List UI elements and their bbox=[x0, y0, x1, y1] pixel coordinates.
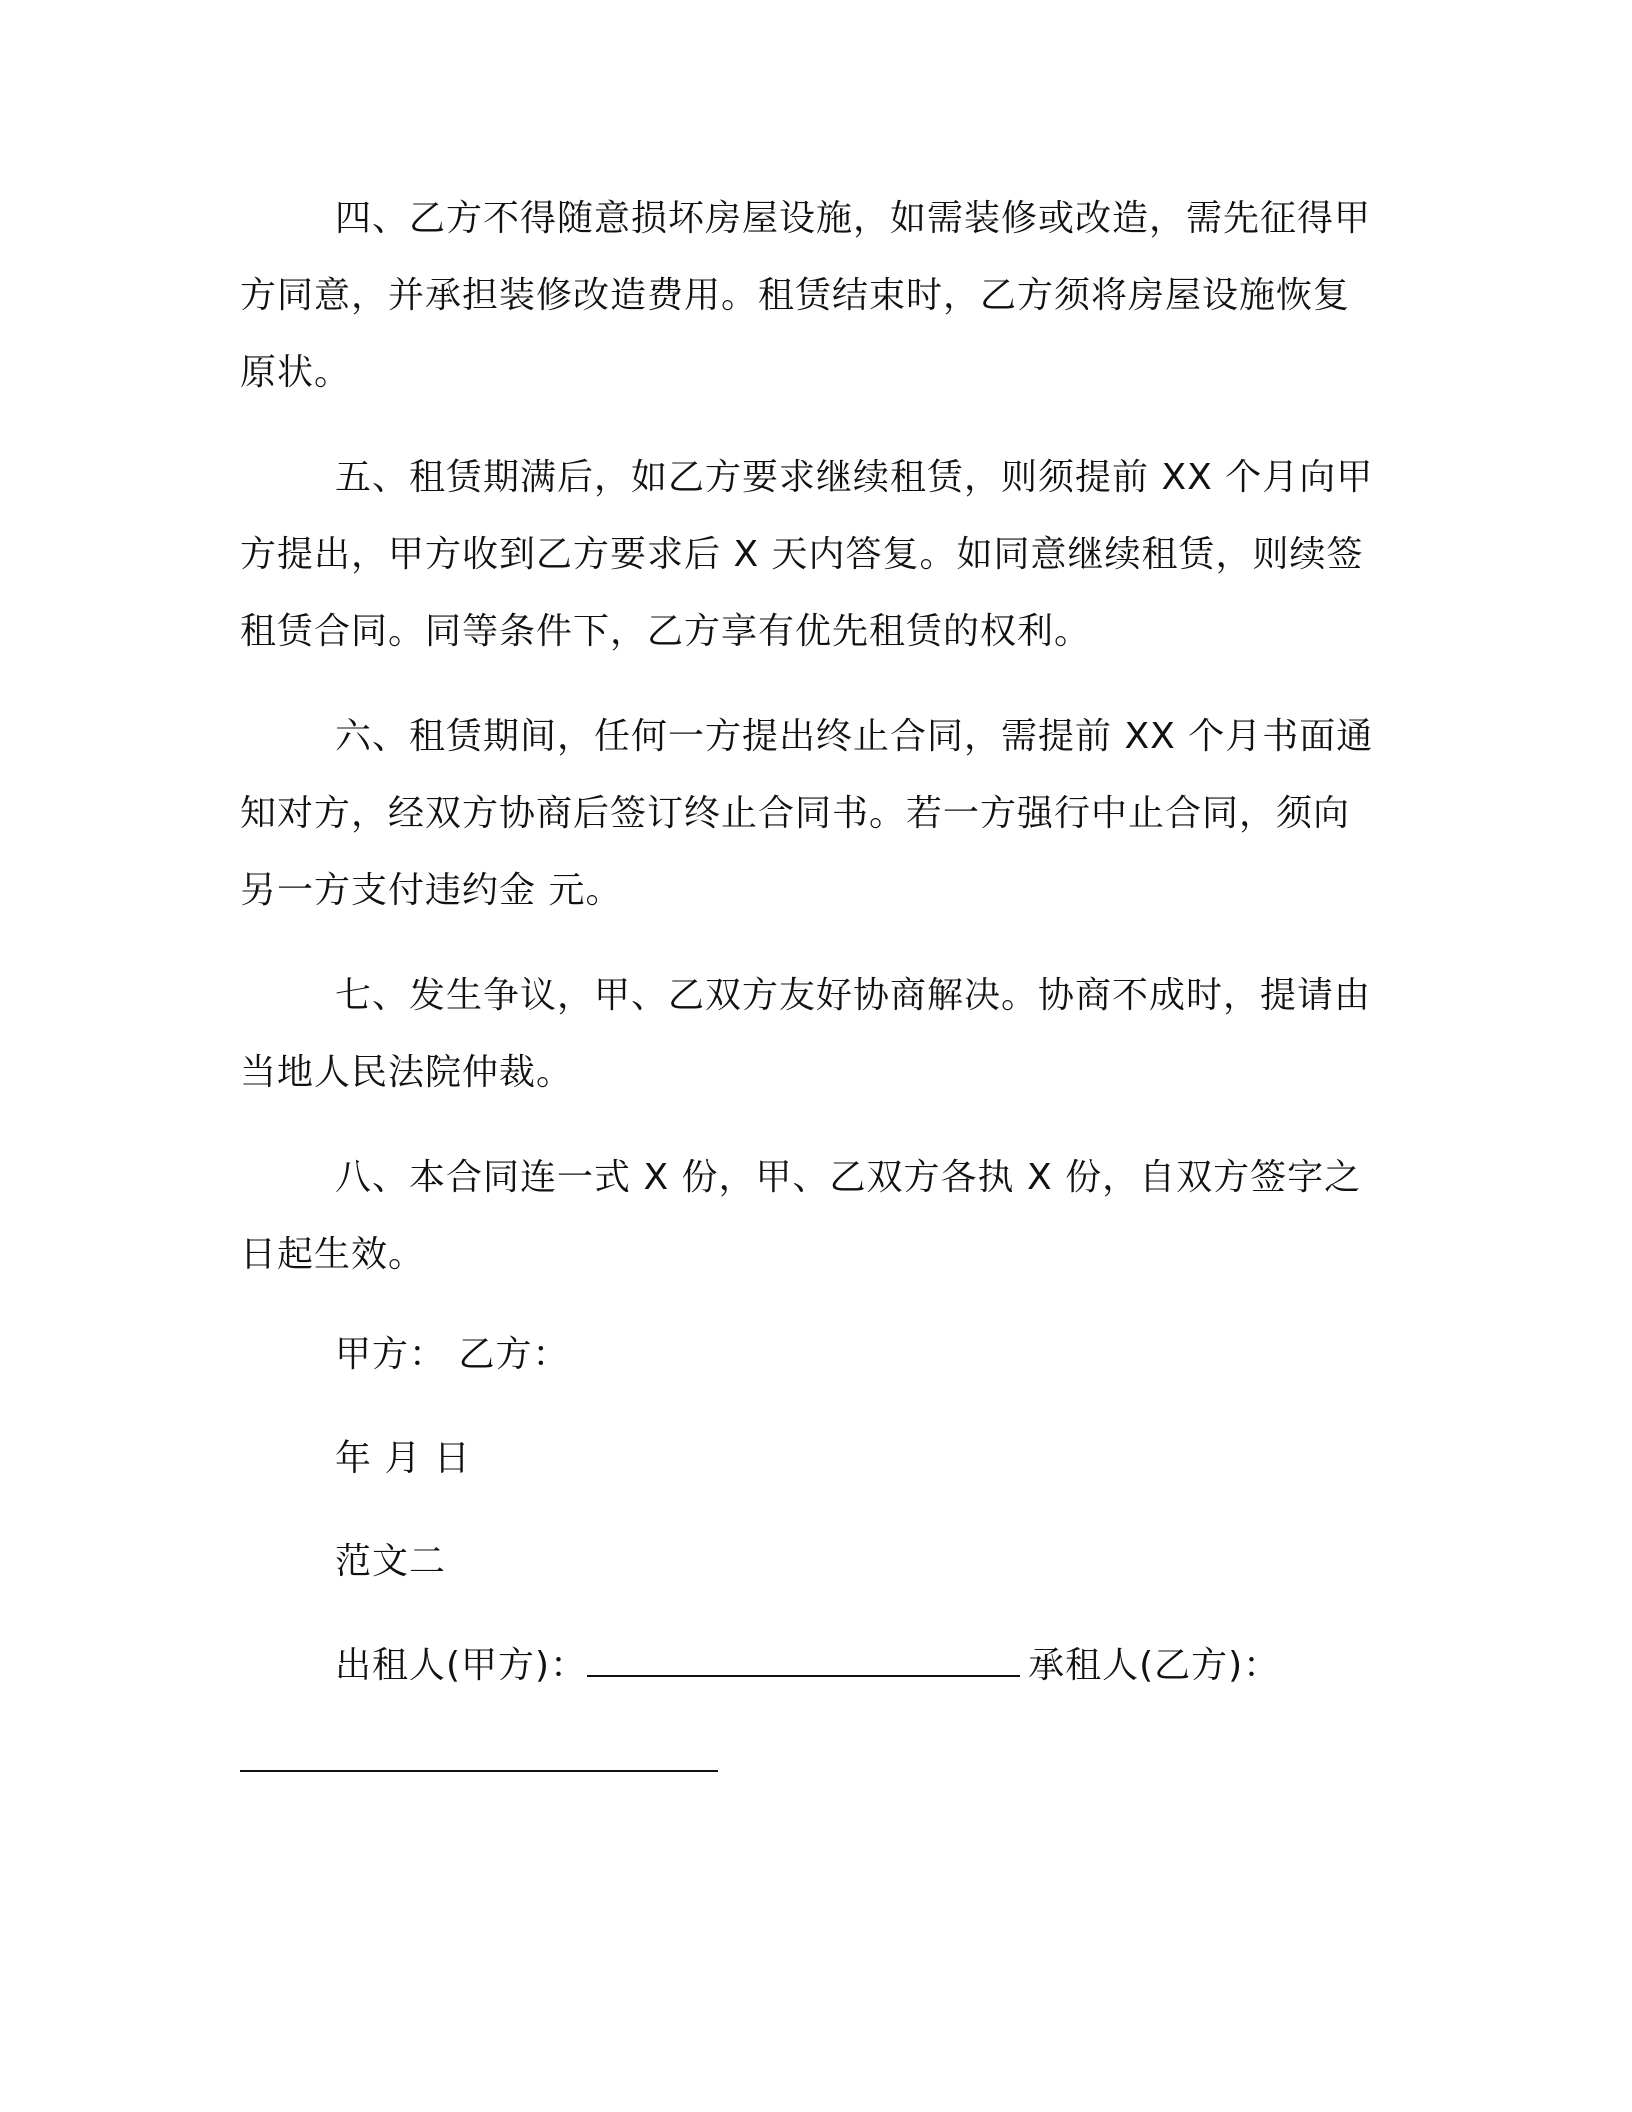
date-line: 年 月 日 bbox=[335, 1438, 471, 1479]
clause-7: 七、发生争议，甲、乙双方友好协商解决。协商不成时，提请由当地人民法院仲裁。 bbox=[240, 975, 1372, 1093]
lessee-blank bbox=[240, 1770, 718, 1772]
lessee-label: 承租人(乙方)： bbox=[1028, 1645, 1281, 1686]
clause-4: 四、乙方不得随意损坏房屋设施，如需装修或改造，需先征得甲方同意，并承担装修改造费用。租赁结束时，乙方须将房屋设施恢复原状。 bbox=[240, 198, 1372, 393]
clause-8: 八、本合同连一式 X 份，甲、乙双方各执 X 份，自双方签字之日起生效。 bbox=[240, 1157, 1362, 1275]
clause-5: 五、租赁期满后，如乙方要求继续租赁，则须提前 XX 个月向甲方提出，甲方收到乙方要求后 X 天内答复。如同意继续租赁，则续签租赁合同。同等条件下，乙方享有优先租赁的权利。 bbox=[240, 457, 1374, 652]
sample-two-heading: 范文二 bbox=[335, 1541, 447, 1582]
lessor-blank bbox=[587, 1645, 1020, 1677]
party-signature-line: 甲方： 乙方： bbox=[335, 1334, 570, 1375]
lessor-label: 出租人(甲方)： bbox=[335, 1645, 588, 1686]
clause-6: 六、租赁期间，任何一方提出终止合同，需提前 XX 个月书面通知对方，经双方协商后签订终止合同书。若一方强行中止合同，须向另一方支付违约金 元。 bbox=[240, 716, 1374, 911]
lessor-lessee-line bbox=[335, 1627, 1280, 1704]
